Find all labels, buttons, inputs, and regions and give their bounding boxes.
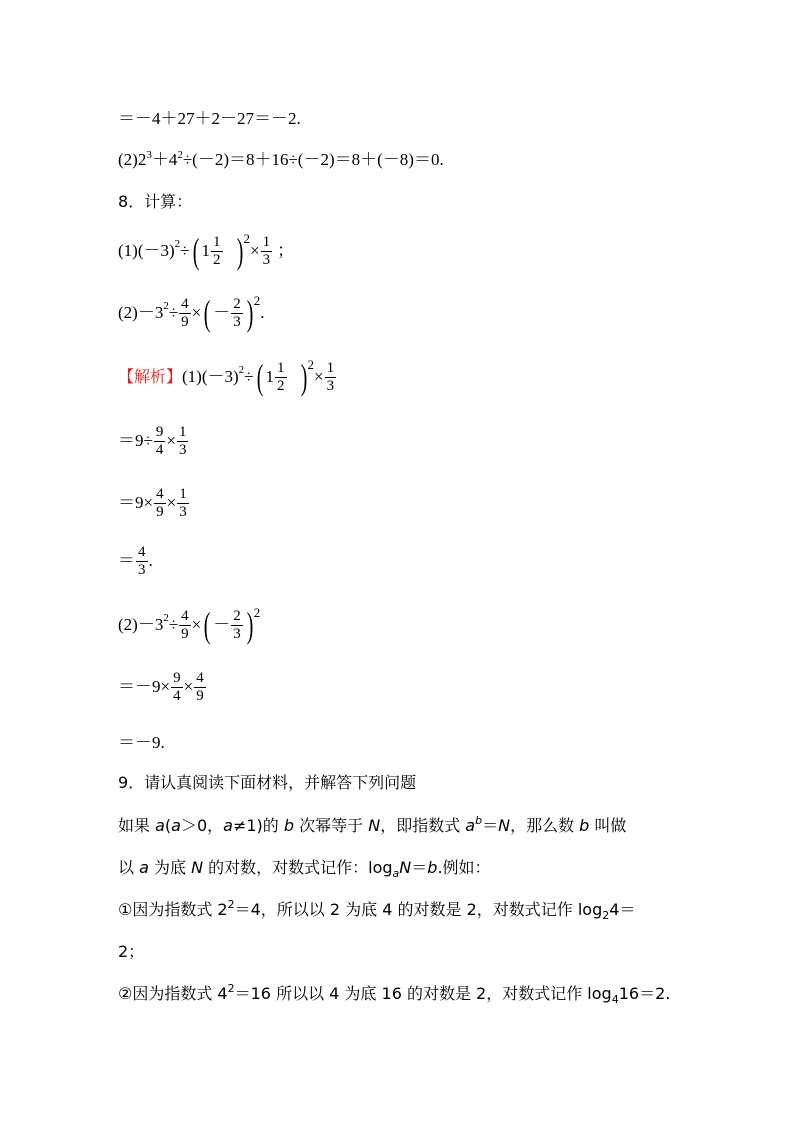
text: ≠1)的: [232, 816, 284, 835]
text: ②因为指数式 4: [118, 984, 228, 1003]
numerator: 9: [155, 423, 164, 440]
mixed-number: [202, 234, 224, 269]
text: ＞0，: [180, 816, 224, 835]
right-paren: ): [246, 605, 254, 645]
question-8-title: [118, 192, 192, 212]
exponent: 3: [146, 149, 152, 161]
numerator: 2: [233, 295, 241, 312]
equation-text: (2)2: [118, 150, 147, 169]
variable: N: [368, 816, 381, 835]
variable: a: [171, 816, 181, 835]
times-sign: ×: [191, 303, 202, 322]
left-paren: (: [203, 293, 211, 333]
text: 16＝2.: [618, 984, 671, 1003]
denominator: 4: [173, 687, 181, 704]
numerator: 1: [326, 359, 335, 376]
fraction: [154, 424, 166, 459]
fraction: [179, 608, 191, 643]
right-paren: ): [300, 357, 307, 397]
mixed-whole: 1: [265, 367, 275, 386]
equation-text: ＝－9.: [118, 733, 165, 752]
fraction: [231, 608, 243, 643]
minus-sign: －: [213, 303, 231, 322]
numerator: 4: [181, 607, 189, 624]
numerator: 1: [213, 233, 221, 250]
numerator: 4: [156, 485, 164, 502]
times-sign: ×: [250, 241, 260, 260]
numerator: 4: [196, 669, 204, 686]
numerator: 4: [181, 295, 189, 312]
equation-text: ＝9×: [118, 493, 154, 512]
fraction: [177, 486, 189, 521]
punctuation: ；: [277, 241, 295, 260]
numerator: 9: [173, 669, 181, 686]
text: .例如：: [437, 858, 491, 877]
material-example-1: [118, 900, 635, 920]
solution-2-start: (2)－3 $^2$ ÷ $\frac{4}{9}$ × ( － $\frac{2}{3}$ ) 2: [118, 605, 261, 645]
denominator: 3: [326, 377, 335, 394]
equation-text: ＝－9×: [118, 677, 171, 696]
question-9-title: [118, 773, 416, 793]
variable: a: [465, 816, 476, 835]
material-example-2: [118, 984, 670, 1004]
punctuation: .: [148, 551, 153, 570]
text: 如果: [118, 816, 156, 835]
expr-lead: (2)－3: [118, 303, 164, 322]
exponent: 2: [243, 231, 250, 246]
left-paren: (: [256, 357, 263, 397]
text: 2；: [118, 942, 145, 961]
variable: a: [155, 816, 165, 835]
denominator: 3: [179, 503, 187, 520]
material-example-1-cont: [118, 942, 144, 962]
numerator: 2: [233, 607, 241, 624]
denominator: 3: [178, 441, 187, 458]
numerator: 1: [179, 485, 187, 502]
minus-sign: －: [213, 615, 231, 634]
exponent: 2: [253, 293, 261, 308]
text: 叫做: [589, 816, 627, 835]
times-sign: ×: [191, 615, 202, 634]
text: ①因为指数式 2: [118, 900, 228, 919]
fraction: [261, 234, 273, 269]
exponent: 2: [307, 357, 315, 372]
text: 4＝: [609, 900, 636, 919]
solution-1-step-2: [118, 482, 190, 524]
variable: a: [139, 858, 149, 877]
denominator: 4: [155, 441, 164, 458]
fraction: [211, 234, 223, 269]
divide-sign: ÷: [244, 367, 254, 386]
fraction: [231, 296, 243, 331]
solution-2-result: [118, 733, 165, 753]
mixed-whole: 1: [201, 241, 210, 260]
exponent: 2: [227, 982, 235, 995]
problem-1-expression: (1)(－3) $^2$ ÷ ( 1 $\frac{1}{2}$ ) 2 × $\frac{1}{3}$ ；: [118, 231, 295, 271]
fraction: [154, 486, 166, 521]
equation-text: ÷(－2)＝8＋16÷(－2)＝8＋(－8)＝0.: [182, 150, 444, 169]
subscript: 4: [611, 993, 619, 1006]
equation-text: ＝－4＋27＋2－27＝－2.: [118, 109, 301, 128]
mixed-number: [266, 360, 288, 395]
right-paren: ): [246, 293, 254, 333]
text: ，即指数式: [380, 816, 466, 835]
subscript: 2: [602, 909, 610, 922]
solution-2-step-1: [118, 666, 207, 708]
text: 的对数，对数式记作：log: [203, 858, 393, 877]
question-title-text: 9．请认真阅读下面材料，并解答下列问题: [118, 773, 417, 792]
denominator: 9: [196, 687, 204, 704]
fraction: [179, 296, 191, 331]
expr-lead: (2)－3: [118, 615, 164, 634]
variable: a: [223, 816, 233, 835]
equation-text: ＝9÷: [118, 431, 153, 450]
exponent: b: [475, 814, 483, 827]
material-line-2: [118, 858, 491, 878]
variable: N: [399, 858, 412, 877]
text: ＝: [411, 858, 428, 877]
line-part2-computation: [118, 150, 444, 170]
fraction: [136, 544, 148, 579]
denominator: 3: [233, 313, 241, 330]
problem-2-expression: (2)－3 $^2$ ÷ $\frac{4}{9}$ × ( － $\frac{2}{3}$ ) 2 .: [118, 293, 265, 333]
times-sign: ×: [166, 431, 176, 450]
analysis-tag: 【解析】: [118, 367, 183, 386]
denominator: 3: [233, 625, 241, 642]
text: ，那么数: [510, 816, 580, 835]
times-sign: ×: [183, 677, 194, 696]
left-paren: (: [203, 605, 211, 645]
denominator: 9: [156, 503, 164, 520]
right-paren: ): [236, 231, 243, 271]
text: 以: [118, 858, 140, 877]
question-title-text: 8．计算：: [118, 192, 193, 211]
solution-1-step-1: [118, 420, 189, 462]
denominator: 3: [262, 251, 271, 268]
variable: b: [579, 816, 590, 835]
divide-sign: ÷: [168, 615, 179, 634]
times-sign: ×: [166, 493, 177, 512]
divide-sign: ÷: [180, 241, 190, 260]
fraction: [194, 670, 206, 705]
equation-text: ＝: [118, 551, 135, 570]
numerator: 1: [277, 359, 285, 376]
punctuation: .: [260, 303, 265, 322]
denominator: 9: [181, 313, 189, 330]
denominator: 2: [277, 377, 285, 394]
text: ＝4，所以以 2 为底 4 的对数是 2，对数式记作 log: [234, 900, 603, 919]
variable: b: [427, 858, 438, 877]
numerator: 1: [262, 233, 271, 250]
equation-text: ＋4: [151, 150, 178, 169]
subscript: a: [392, 867, 400, 880]
text: ＝16 所以以 4 为底 16 的对数是 2，对数式记作 log: [234, 984, 612, 1003]
fraction: [325, 360, 337, 395]
fraction: [171, 670, 183, 705]
expr-lead: (1)(－3): [118, 241, 175, 260]
variable: b: [283, 816, 295, 835]
divide-sign: ÷: [168, 303, 179, 322]
left-paren: (: [192, 231, 199, 271]
numerator: 1: [178, 423, 187, 440]
numerator: 4: [138, 543, 146, 560]
exponent: 2: [253, 605, 261, 620]
text: ＝: [482, 816, 499, 835]
solution-1-start: 【解析】 (1)(－3) $^2$ ÷ ( 1 $\frac{1}{2}$ ) 2 × $\frac{1}{3}$: [118, 357, 335, 397]
text: (: [164, 816, 172, 835]
exponent: 2: [227, 898, 235, 911]
text: 为底: [148, 858, 192, 877]
text: 次幂等于: [294, 816, 369, 835]
denominator: 2: [213, 251, 221, 268]
fraction: [275, 360, 287, 395]
variable: N: [191, 858, 204, 877]
denominator: 9: [181, 625, 189, 642]
fraction: [177, 424, 189, 459]
exponent: 2: [177, 149, 183, 161]
expr-lead: (1)(－3): [182, 367, 239, 386]
solution-1-result: [118, 540, 153, 582]
line-result-1: [118, 109, 301, 129]
times-sign: ×: [314, 367, 324, 386]
denominator: 3: [138, 561, 146, 578]
material-line-1: [118, 816, 626, 836]
variable: N: [498, 816, 511, 835]
